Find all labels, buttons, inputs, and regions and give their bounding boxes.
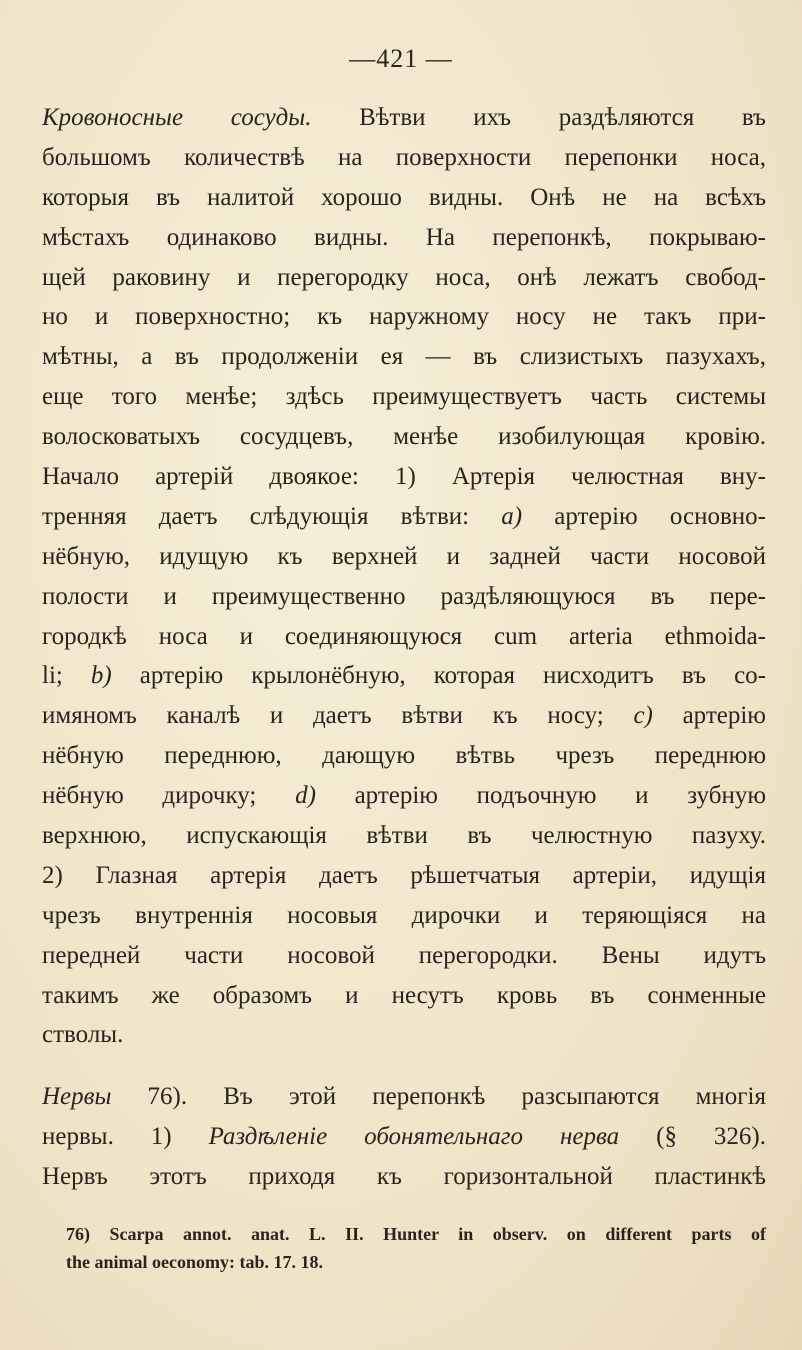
footnote <box>66 1220 766 1276</box>
text-line: Начало артерій двоякое: 1) Артерія челюстная вну- <box>42 463 766 491</box>
text-line: большомъ количествѣ на поверхности перепонки носа, <box>42 143 766 171</box>
text-line: имяномъ каналѣ и даетъ вѣтви къ носу; c) артерію <box>42 702 766 730</box>
text-line: li; b) артерію крылонёбную, которая нисходитъ въ со- <box>42 662 766 690</box>
text-line: мѣтны, а въ продолженіи ея — въ слизистыхъ пазухахъ, <box>42 343 766 371</box>
text-line: Кровоносные сосуды. Вѣтви ихъ раздѣляются въ <box>42 104 766 131</box>
paragraph-gap <box>42 1055 766 1077</box>
text-line: волосковатыхъ сосудцевъ, менѣе изобилующая кровію. <box>42 423 766 451</box>
text-line: которыя въ налитой хорошо видны. Онѣ не на всѣхъ <box>42 183 766 211</box>
text-line: такимъ же образомъ и несутъ кровь въ сонменные <box>42 981 766 1009</box>
text-line: но и поверхностно; къ наружному носу не такъ при- <box>42 303 766 331</box>
page-number: —421 — <box>349 44 453 73</box>
text-line: чрезъ внутреннія носовыя дирочки и теряющіяся на <box>42 901 766 929</box>
text-line: городкѣ носа и соединяющуюся cum arteria ethmoida- <box>42 622 766 650</box>
text-line: Нервы 76). Въ этой перепонкѣ разсыпаются многія <box>42 1083 766 1111</box>
footnote-line: the animal oeconomy: tab. 17. 18. <box>66 1252 323 1272</box>
text-line: передней части носовой перегородки. Вены идутъ <box>42 941 766 969</box>
text-line: верхнюю, испускающія вѣтви въ челюстную пазуху. <box>42 822 766 850</box>
text-line: щей раковину и перегородку носа, онѣ лежатъ свобод- <box>42 263 766 291</box>
section-heading-nerves: Нервы <box>42 1083 112 1111</box>
section-heading-blood-vessels: Кровоносные сосуды. <box>42 104 312 131</box>
footnote-line: 76) Scarpa annot. anat. L. II. Hunter in observ. on different parts of <box>66 1224 766 1244</box>
body-text <box>42 98 766 1197</box>
text-line: 2) Глазная артерія даетъ рѣшетчатыя артеріи, идущія <box>42 861 766 889</box>
text-line: мѣстахъ одинаково видны. На перепонкѣ, покрываю- <box>42 223 766 251</box>
text-line: еще того менѣе; здѣсь преимуществуетъ часть системы <box>42 383 766 411</box>
text-line: тренняя даетъ слѣдующія вѣтви: a) артерію основно- <box>42 502 766 530</box>
text-line: полости и преимущественно раздѣляющуюся въ пере- <box>42 582 766 610</box>
text-line: нёбную, идущую къ верхней и задней части носовой <box>42 542 766 570</box>
text-line: Нервъ этотъ приходя къ горизонтальной пластинкѣ <box>42 1163 766 1191</box>
text-line: нёбную дирочку; d) артерію подъочную и зубную <box>42 782 766 810</box>
text-line: стволы. <box>42 1021 124 1049</box>
text-line: нёбную переднюю, дающую вѣтвь чрезъ переднюю <box>42 742 766 770</box>
text-line: нервы. 1) Раздѣленіе обонятельнаго нерва (§ 326). <box>42 1123 766 1151</box>
